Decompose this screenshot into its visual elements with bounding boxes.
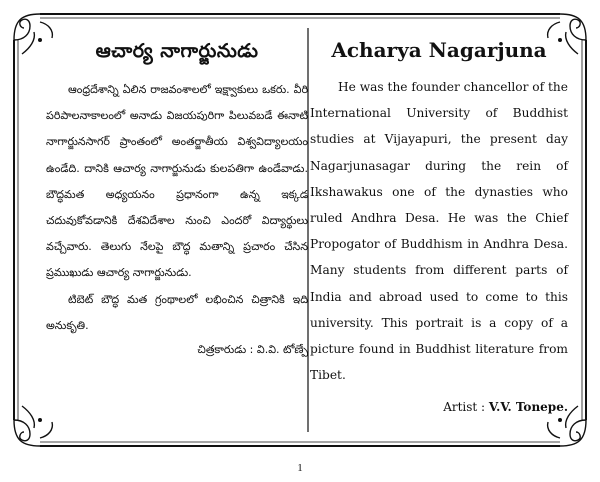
artist-label: Artist : <box>443 400 489 415</box>
english-title: Acharya Nagarjuna <box>331 38 547 62</box>
telugu-artist-credit: చిత్రకారుడు : వి.వి. టోణ్పే <box>197 343 308 357</box>
english-artist-credit <box>310 400 568 414</box>
english-paragraph: He was the founder chancellor of the International University of Buddhist studies at Vijayapuri, the present day Nagarjunasagar during the rein of Ikshawakus one of the dynasties who ruled Andhra Desa. He was the Chief Propogator of Buddhism in Andhra Desa. Many students from different parts of India and abroad used to come to this university. This portrait is a copy of a picture found in Buddhist literature from Tibet. <box>310 80 568 383</box>
telugu-title: ఆచార్య నాగార్జునుడు <box>95 40 259 62</box>
artist-name: V.V. Tonepe. <box>488 400 568 415</box>
english-column <box>310 32 568 414</box>
page-number: 1 <box>297 462 303 474</box>
telugu-paragraph-1: ఆంధ్రదేశాన్ని ఏలిన రాజవంశాలలో ఇక్ష్వాకులు ఒకరు. వీరి పరిపాలనాకాలంలో అనాడు విజయపురిగా పిలువబడే ఈనాటి నాగార్జునసాగర్ ప్రాంతంలో అంతర్జాతీయ విశ్వవిద్యాలయం ఉండేది. దానికి ఆచార్య నాగార్జునుడు కులపతిగా ఉండేవాడు. బౌద్ధమత అధ్యయనం ప్రధానంగా ఉన్న ఇక్కడ చదువుకోవడానికి దేశవిదేశాల నుంచి ఎందరో విద్యార్థులు వచ్చేవారు. తెలుగు నేలపై బౌద్ధ మతాన్ని ప్రచారం చేసిన ప్రముఖుడు ఆచార్య నాగార్జునుడు. <box>46 83 308 280</box>
telugu-column <box>46 32 308 359</box>
telugu-paragraph-2: టిబెట్ బౌద్ధ మత గ్రంథాలలో లభించిన చిత్రానికి ఇది అనుకృతి. <box>46 292 308 332</box>
